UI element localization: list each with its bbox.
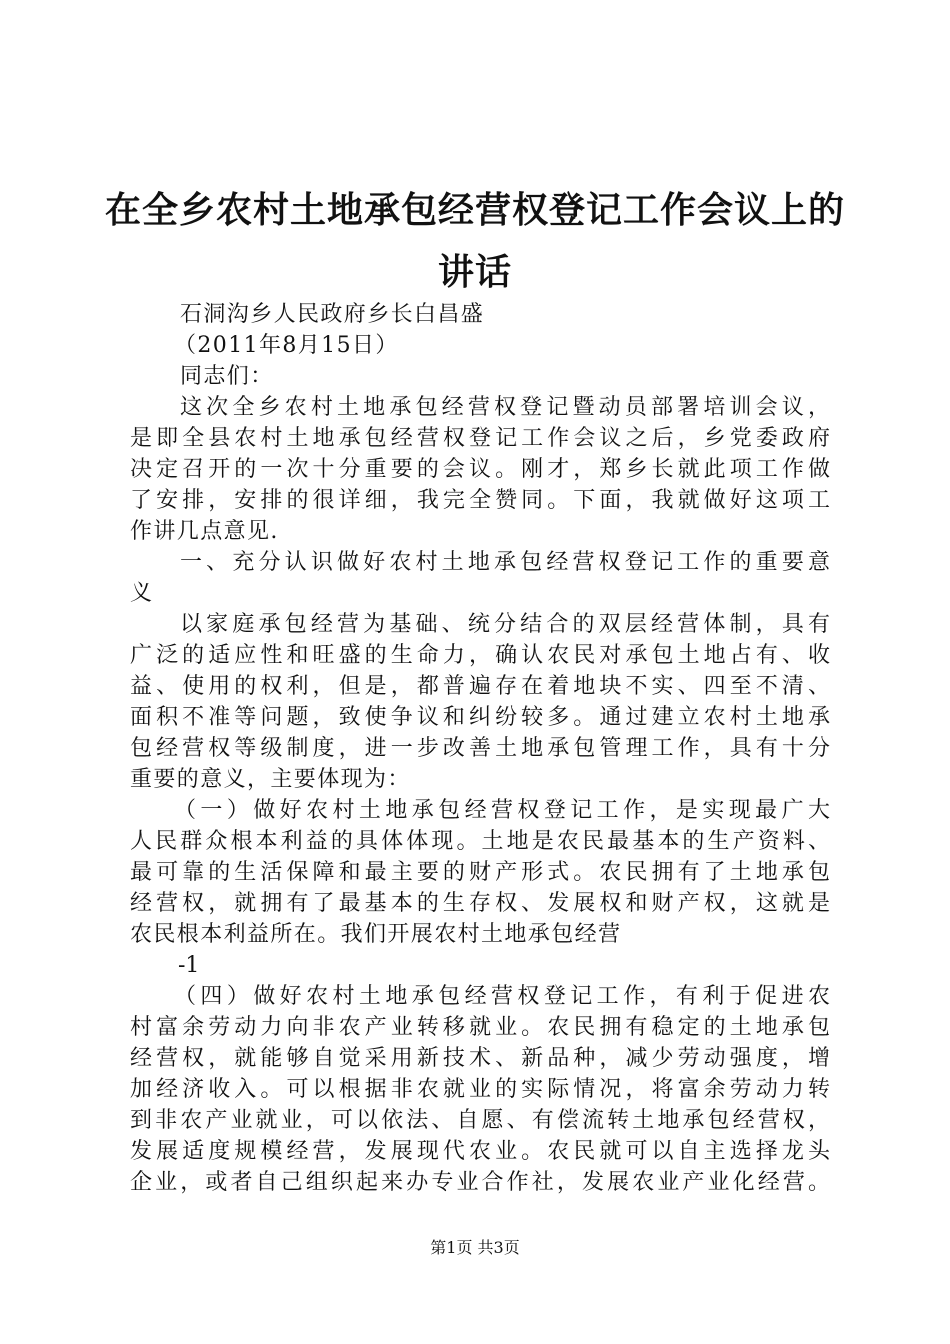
section-heading-line: 义 [130,581,154,606]
paragraph-line: 决定召开的一次十分重要的会议。刚才，郑乡长就此项工作做 [130,457,830,482]
author-line: 石洞沟乡人民政府乡长白昌盛 [180,302,485,327]
paragraph-line: 包经营权等级制度，进一步改善土地承包管理工作，具有十分 [130,736,830,761]
paragraph-line: 以家庭承包经营为基础、统分结合的双层经营体制，具有 [180,612,830,637]
date-line: （2011年8月15日） [174,333,399,358]
paragraph-line: 益、使用的权利，但是，都普遍存在着地块不实、四至不清、 [130,674,830,699]
paragraph-line: 人民群众根本利益的具体体现。土地是农民最基本的生产资料、 [130,829,830,854]
inline-page-number: -1 [178,953,200,978]
paragraph-line: （一）做好农村土地承包经营权登记工作，是实现最广大 [174,798,830,823]
paragraph-line: 广泛的适应性和旺盛的生命力，确认农民对承包土地占有、收 [130,643,830,668]
paragraph-line: 经营权，就能够自觉采用新技术、新品种，减少劳动强度，增 [130,1046,830,1071]
document-body [130,299,830,1198]
paragraph-line: 面积不准等问题，致使争议和纠纷较多。通过建立农村土地承 [130,705,830,730]
paragraph-line: 经营权，就拥有了最基本的生存权、发展权和财产权，这就是 [130,891,830,916]
paragraph-line: 到非农产业就业，可以依法、自愿、有偿流转土地承包经营权， [130,1108,830,1133]
paragraph-line: 作讲几点意见. [130,519,279,544]
paragraph-line: （四）做好农村土地承包经营权登记工作，有利于促进农 [174,984,830,1009]
document-title-line-2: 讲话 [437,251,512,293]
paragraph-line: 最可靠的生活保障和最主要的财产形式。农民拥有了土地承包 [130,860,830,885]
paragraph-line: 了安排，安排的很详细，我完全赞同。下面，我就做好这项工 [130,488,830,513]
paragraph-line: 发展适度规模经营，发展现代农业。农民就可以自主选择龙头 [130,1139,830,1164]
paragraph-line: 重要的意义，主要体现为： [130,767,411,792]
paragraph-line: 是即全县农村土地承包经营权登记工作会议之后，乡党委政府 [130,426,830,451]
page-footer: 第1页 共3页 [430,1238,520,1257]
document-title-line-1: 在全乡农村土地承包经营权登记工作会议上的 [104,189,845,231]
salutation-line: 同志们： [180,364,274,389]
paragraph-line: 加经济收入。可以根据非农就业的实际情况，将富余劳动力转 [130,1077,830,1102]
paragraph-line: 企业，或者自己组织起来办专业合作社，发展农业产业化经营。 [130,1170,830,1195]
paragraph-line: 农民根本利益所在。我们开展农村土地承包经营 [130,922,622,947]
section-heading-line: 一、充分认识做好农村土地承包经营权登记工作的重要意 [180,550,830,575]
paragraph-line: 这次全乡农村土地承包经营权登记暨动员部署培训会议， [180,395,830,420]
paragraph-line: 村富余劳动力向非农产业转移就业。农民拥有稳定的土地承包 [130,1015,830,1040]
